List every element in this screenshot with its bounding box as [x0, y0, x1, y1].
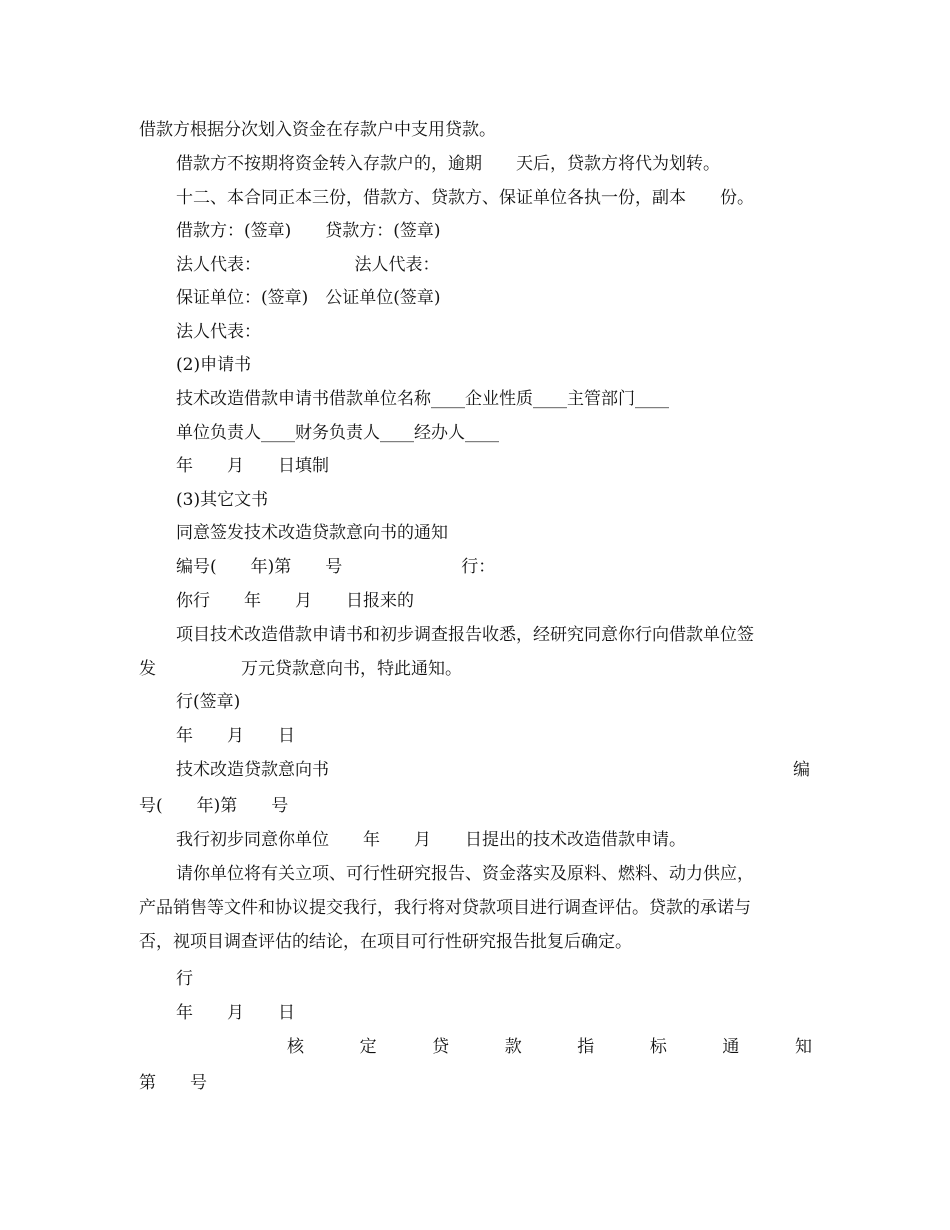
text-line: 年 月 日 — [176, 1003, 295, 1023]
text-line: 法人代表： 法人代表： — [176, 255, 440, 275]
text-line: 保证单位：(签章) 公证单位(签章) — [176, 288, 441, 308]
text-line: 请你单位将有关立项、可行性研究报告、资金落实及原料、燃料、动力供应， — [176, 864, 754, 884]
text-line: 项目技术改造借款申请书和初步调查报告收悉，经研究同意你行向借款单位签 — [176, 625, 754, 645]
text-line: 十二、本合同正本三份，借款方、贷款方、保证单位各执一份，副本 份。 — [176, 188, 754, 208]
title-char: 知 — [794, 1037, 812, 1057]
section-heading: (2)申请书 — [176, 355, 252, 375]
title-char: 款 — [504, 1037, 522, 1057]
text-line: 年 月 日填制 — [176, 456, 329, 476]
text-line: 否，视项目调查评估的结论，在项目可行性研究报告批复后确定。 — [139, 932, 632, 952]
text-line: 行 — [176, 969, 193, 989]
title-char: 贷 — [432, 1037, 450, 1057]
text-line: 编号( 年)第 号 行： — [176, 557, 496, 577]
text-line: 同意签发技术改造贷款意向书的通知 — [176, 523, 448, 543]
text-line: 借款方根据分次划入资金在存款户中支用贷款。 — [139, 120, 496, 140]
text-line: 我行初步同意你单位 年 月 日提出的技术改造借款申请。 — [176, 830, 686, 850]
text-line: 年 月 日 — [176, 726, 295, 746]
title-char: 核 — [287, 1037, 304, 1057]
text-line: 法人代表： — [176, 322, 261, 342]
text-line: 技术改造借款申请书借款单位名称____企业性质____主管部门____ — [176, 389, 669, 409]
text-line: 借款方：(签章) 贷款方：(签章) — [176, 221, 441, 241]
text-line: 产品销售等文件和协议提交我行，我行将对贷款项目进行调查评估。贷款的承诺与 — [139, 898, 751, 918]
text-line: 编 — [793, 760, 810, 780]
title-char: 标 — [649, 1037, 667, 1057]
title-char: 定 — [359, 1037, 377, 1057]
section-heading: (3)其它文书 — [176, 490, 269, 510]
text-line: 发 万元贷款意向书，特此通知。 — [139, 659, 462, 679]
spread-title — [287, 1030, 812, 1064]
text-line: 号( 年)第 号 — [139, 796, 289, 816]
text-line: 单位负责人____财务负责人____经办人____ — [176, 423, 499, 443]
text-line: 行(签章) — [176, 692, 241, 712]
text-line: 借款方不按期将资金转入存款户的，逾期 天后，贷款方将代为划转。 — [176, 154, 720, 174]
text-line: 第 号 — [139, 1073, 207, 1093]
text-line: 技术改造贷款意向书 — [176, 760, 329, 780]
title-char: 通 — [722, 1037, 740, 1057]
title-char: 指 — [577, 1037, 595, 1057]
text-line: 你行 年 月 日报来的 — [176, 591, 414, 611]
